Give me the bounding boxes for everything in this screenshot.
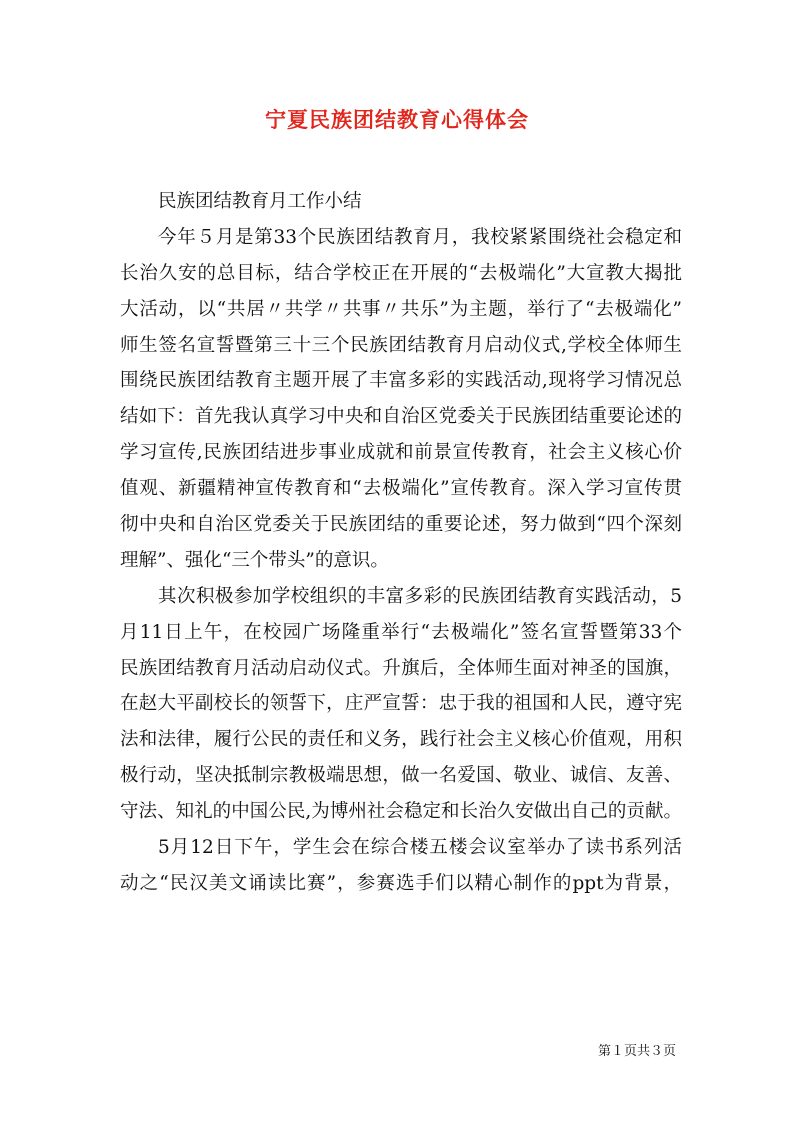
text-line: 守法、知礼的中国公民,为博州社会稳定和长治久安做出自己的贡献。 [120, 801, 682, 823]
page-footer: 第１页共３页 [597, 1044, 676, 1059]
text-line: 其次积极参加学校组织的丰富多彩的民族团结教育实践活动，5 [158, 585, 682, 607]
text-line: 今年５月是第33个民族团结教育月，我校紧紧围绕社会稳定和 [158, 226, 682, 248]
text-line: 围绕民族团结教育主题开展了丰富多彩的实践活动,现将学习情况总 [120, 370, 682, 392]
document-title: 宁夏民族团结教育心得体会 [265, 107, 529, 132]
text-line: 月11日上午，在校园广场隆重举行“去极端化”签名宣誓暨第33个 [120, 621, 682, 643]
text-line: 法和法律，履行公民的责任和义务，践行社会主义核心价值观，用积 [120, 729, 682, 751]
text-line: 值观、新疆精神宣传教育和“去极端化”宣传教育。深入学习宣传贯 [120, 478, 682, 500]
text-line: 大活动，以“共居〃共学〃共事〃共乐”为主题，举行了“去极端化” [120, 298, 682, 320]
text-line: 师生签名宣誓暨第三十三个民族团结教育月启动仪式,学校全体师生 [120, 334, 682, 356]
text-line: 结如下：首先我认真学习中央和自治区党委关于民族团结重要论述的 [120, 406, 682, 428]
text-line: 彻中央和自治区党委关于民族团结的重要论述，努力做到“四个深刻 [120, 514, 682, 536]
text-line: 民族团结教育月活动启动仪式。升旗后，全体师生面对神圣的国旗， [120, 657, 682, 679]
text-line: 理解”、强化“三个带头”的意识。 [120, 549, 389, 571]
text-line: 长治久安的总目标，结合学校正在开展的“去极端化”大宣教大揭批 [120, 262, 682, 284]
text-line: 动之“民汉美文诵读比赛”，参赛选手们以精心制作的ppt为背景， [120, 872, 682, 894]
text-line: 在赵大平副校长的领誓下，庄严宣誓：忠于我的祖国和人民，遵守宪 [120, 693, 682, 715]
text-line: 极行动，坚决抵制宗教极端思想，做一名爱国、敬业、诚信、友善、 [120, 765, 682, 787]
text-line: 学习宣传,民族团结进步事业成就和前景宣传教育，社会主义核心价 [120, 442, 682, 464]
text-line: 民族团结教育月工作小结 [158, 191, 362, 212]
document-body [120, 184, 682, 902]
text-line: 5月12日下午，学生会在综合楼五楼会议室举办了读书系列活 [158, 837, 682, 859]
